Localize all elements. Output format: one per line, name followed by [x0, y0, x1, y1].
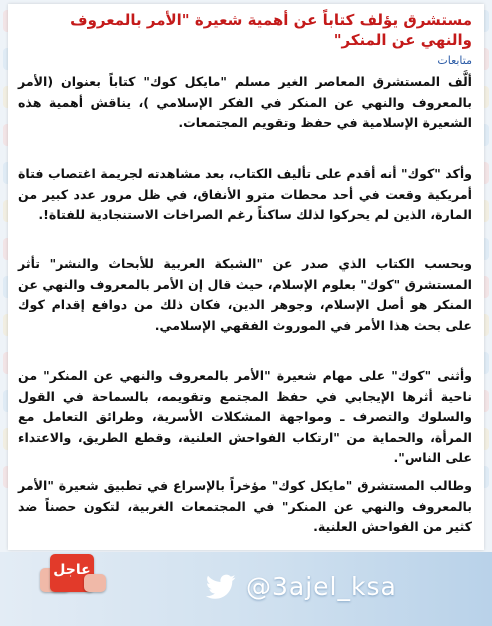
article-title: مستشرق يؤلف كتاباً عن أهمية شعيرة "الأمر بالمعروف والنهي عن المنكر"	[70, 11, 472, 49]
brand-logo-text: عاجل	[53, 562, 91, 578]
social-handle-group[interactable]	[206, 572, 397, 601]
article-paragraph-1: ألَّف المستشرق المعاصر الغير مسلم "مايكل كوك" كتاباً بعنوان (الأمر بالمعروف والنهي عن المنكر في الفكر الإسلامي )، يناقش أهمية هذه الشعيرة الإسلامية في حفظ وتقويم المجتمعات.	[18, 74, 472, 130]
brand-logo	[40, 554, 104, 604]
article-paragraph-4: وأثنى "كوك" على مهام شعيرة "الأمر بالمعروف والنهي عن المنكر" من ناحية أثرها الإيجابي في حفظ المجتمع وتقويمه، بالسماحة في القول والسلوك والتصرف ـ ومواجهة المشكلات الأسرية، وطرائق التعامل مع المرأة، والحماية من "ارتكاب الفواحش العلنية، وقطع الطريق، والاعتداء على الناس".	[18, 368, 472, 465]
twitter-handle[interactable]: @3ajel_ksa	[246, 572, 397, 601]
article-paragraph-5: وطالب المستشرق "مايكل كوك" مؤخراً بالإسراع في تطبيق شعيرة "الأمر بالمعروف والنهي عن المنكر" في المجتمعات الغربية، لتكون حصناً ضد كثير من الفواحش العلنية.	[18, 478, 472, 534]
footer-banner	[0, 552, 492, 626]
article-sheet	[8, 4, 484, 550]
article-paragraph-2: وأكد "كوك" أنه أقدم على تأليف الكتاب، بعد مشاهدته لجريمة اغتصاب فتاة أمريكية وقعت في أحد محطات مترو الأنفاق، في ظل مرور عدد كبير من المارة، الذين لم يحركوا لذلك ساكناً رغم الصراخات الاستنجادية للفتاة!.	[18, 166, 472, 222]
article-paragraph-3: وبحسب الكتاب الذي صدر عن "الشبكة العربية للأبحاث والنشر" تأثر المستشرق "كوك" بعلوم الإسلام، حيث قال إن الأمر بالمعروف والنهي عن المنكر هو أصل الإسلام، وجوهر الدين، فكان ذلك من دوافع إقدام كوك على بحث هذا الأمر في الموروث الفقهي الإسلامي.	[18, 256, 472, 333]
twitter-bird-icon	[206, 574, 236, 600]
article-byline[interactable]: متابعات	[437, 54, 472, 67]
